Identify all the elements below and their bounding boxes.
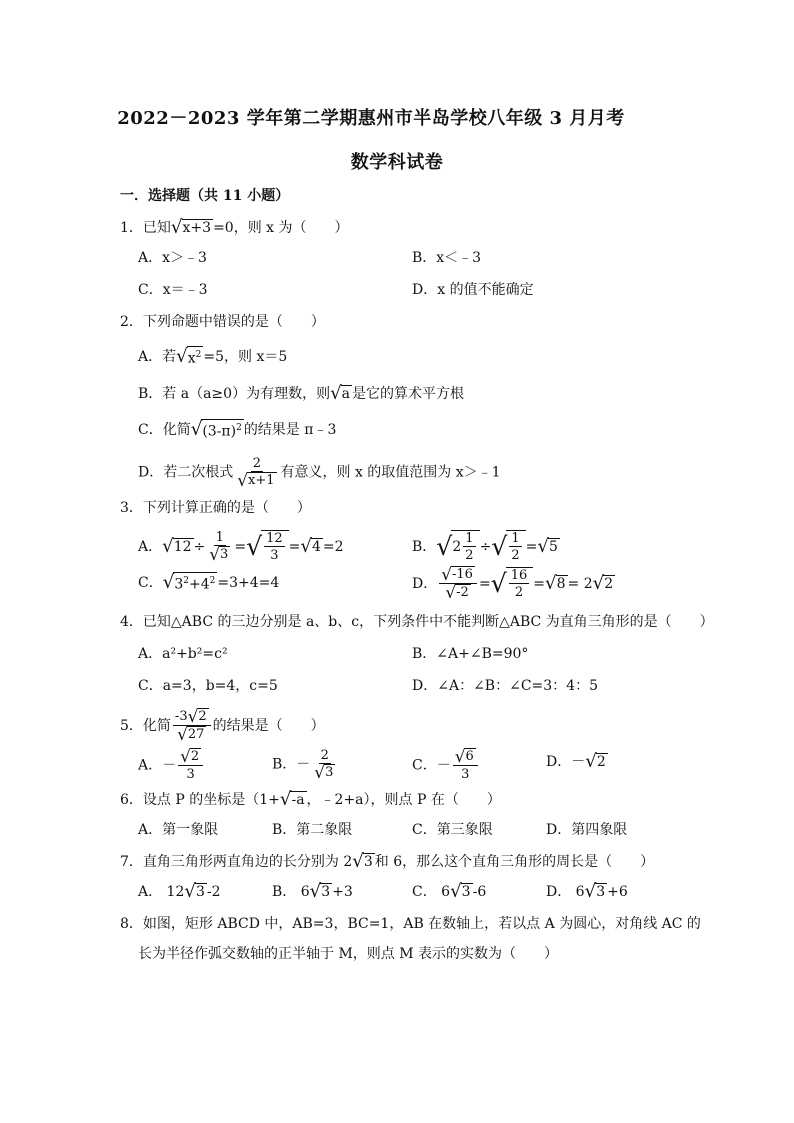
q1-option-b: B．x＜﹣3 xyxy=(412,250,482,266)
q3-option-b: B．√ 2 $\frac{1}{2}$ ÷√ $\frac{1}{2}$ =√5 xyxy=(412,531,558,563)
q3-option-d: D． $\frac{√-16}{√-2}$ =√ $\frac{16}{2}$ =√8 = 2√2 xyxy=(412,564,614,603)
q6-option-d: D．第四象限 xyxy=(546,822,628,838)
q5-option-a: A．－ $\frac{√2}{3}$ xyxy=(138,748,205,783)
q8-stem-line2: 长为半径作弧交数轴的正半轴于 M，则点 M 表示的实数为（ ） xyxy=(138,946,559,962)
q2-option-a: A．若$√x^2 =5$，则 x＝5 xyxy=(138,346,288,368)
q5-option-c: C．－ $\frac{√6}{3}$ xyxy=(412,748,480,783)
q6-stem: 6．设点 P 的坐标是（1+√-a ，﹣2+a），则点 P 在（ ） xyxy=(120,789,501,810)
q7-option-c: C． 6√3 -6 xyxy=(412,881,487,902)
q7-option-b: B． 6√3 +3 xyxy=(272,881,353,902)
q5-option-d: D．－√2 xyxy=(546,751,606,772)
q8-stem-line1: 8．如图，矩形 ABCD 中，AB=3，BC=1，AB 在数轴上，若以点 A 为圆心，对角线 AC 的 xyxy=(120,916,701,932)
q4-stem: 4．已知△ABC 的三边分别是 a、b、c，下列条件中不能判断△ABC 为直角三角形的是（ ） xyxy=(120,614,714,630)
q4-option-a: A．a²+b²=c² xyxy=(138,646,228,662)
q1-option-d: D．x 的值不能确定 xyxy=(412,282,534,298)
q5-option-b: B．－ $\frac{2}{√3}$ xyxy=(272,748,334,783)
q3-option-a: A．√12 ÷ $\frac{1}{√3}$ =√ $\frac{12}{3}$ =√4 =2 xyxy=(138,530,344,565)
q4-option-c: C．a=3，b=4，c=5 xyxy=(138,678,278,694)
q7-option-d: D． 6√3 +6 xyxy=(546,881,628,902)
q4-option-b: B．∠A+∠B=90° xyxy=(412,646,529,662)
q1-option-c: C．x＝﹣3 xyxy=(138,282,208,298)
q7-stem: 7．直角三角形两直角边的长分别为 2√3 和 6，那么这个直角三角形的周长是（ ） xyxy=(120,851,655,872)
q2-option-d: D．若二次根式 $\frac{2}{√x+1}$ 有意义，则 x 的取值范围为 x＞﹣1 xyxy=(138,456,501,491)
q2-option-c: C．化简$√(3-\pi)^2$ 的结果是 π﹣3 xyxy=(138,419,337,441)
section-heading: 一．选择题（共 11 小题） xyxy=(120,188,290,204)
q5-stem: 5．化简 $\frac{-3√2}{√27}$ 的结果是（ ） xyxy=(120,706,325,745)
exam-title-line1: 2022－2023 学年第二学期惠州市半岛学校八年级 3 月月考 xyxy=(117,108,625,129)
radical: √x+3 xyxy=(170,217,212,238)
q6-option-a: A．第一象限 xyxy=(138,822,219,838)
q2-option-b: B．若 a（a≥0）为有理数，则√a 是它的算术平方根 xyxy=(138,383,465,404)
q6-option-c: C．第三象限 xyxy=(412,822,493,838)
q3-stem: 3．下列计算正确的是（ ） xyxy=(120,500,311,516)
exam-title-line2: 数学科试卷 xyxy=(350,152,444,173)
q6-option-b: B．第二象限 xyxy=(272,822,353,838)
q7-option-a: A． 12√3 -2 xyxy=(138,881,221,902)
q4-option-d: D．∠A：∠B：∠C=3：4：5 xyxy=(412,678,598,694)
q1-stem: 1．已知√x+3 =0，则 x 为（ ） xyxy=(120,217,349,238)
q3-option-c: C．$√3^2+4^2 =3+4=4$ xyxy=(138,572,280,594)
q2-stem: 2．下列命题中错误的是（ ） xyxy=(120,314,325,330)
q1-option-a: A．x＞﹣3 xyxy=(138,250,207,266)
